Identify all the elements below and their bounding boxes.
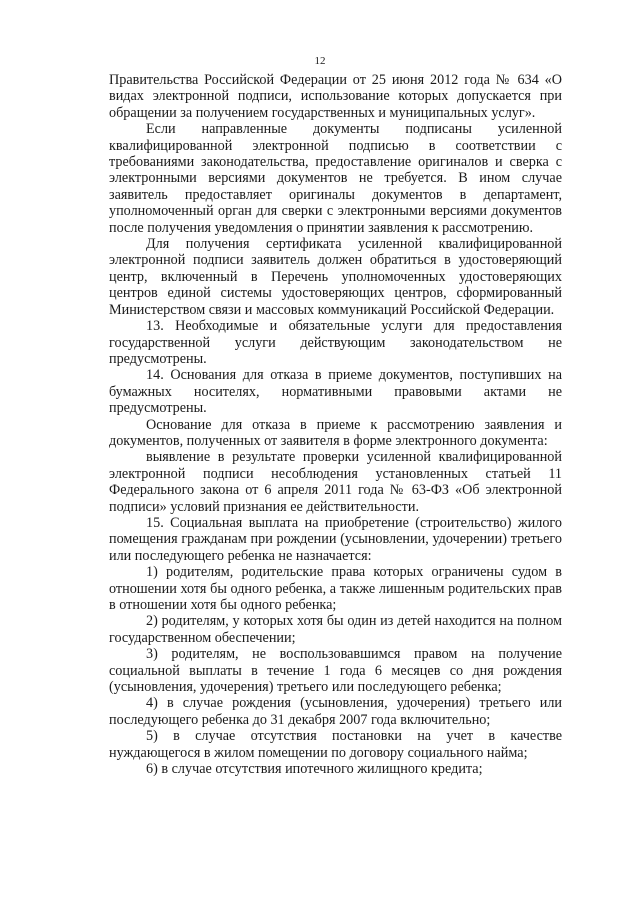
paragraph: Если направленные документы подписаны усиленной квалифицированной электронной подписью в соответствии с требованиями законодательства, предоставление оригиналов и сверка с электронными версиями документов не требуется. В ином случае заявитель предоставляет оригиналы документов в департамент, уполномоченный орган для сверки с электронными версиями документов после получения уведомления о принятии заявления к рассмотрению. (109, 121, 562, 236)
paragraph: 15. Социальная выплата на приобретение (строительство) жилого помещения гражданам при рождении (усыновлении, удочерении) третьего или последующего ребенка не назначается: (109, 514, 562, 564)
document-body (109, 72, 562, 777)
paragraph: выявление в результате проверки усиленной квалифицированной электронной подписи несоблюдения установленных статьей 11 Федерального закона от 6 апреля 2011 года № 63-ФЗ «Об электронной подписи» условий признания ее действительности. (109, 449, 562, 515)
paragraph: Основание для отказа в приеме к рассмотрению заявления и документов, полученных от заявителя в форме электронного документа: (109, 416, 562, 449)
paragraph: 5) в случае отсутствия постановки на учет в качестве нуждающегося в жилом помещении по договору социального найма; (109, 728, 562, 761)
paragraph: Для получения сертификата усиленной квалифицированной электронной подписи заявитель должен обратиться в удостоверяющий центр, включенный в Перечень уполномоченных удостоверяющих центров единой системы удостоверяющих центров, сформированный Министерством связи и массовых коммуникаций Российской Федерации. (109, 236, 562, 318)
paragraph: 1) родителям, родительские права которых ограничены судом в отношении хотя бы одного ребенка, а также лишенным родительских прав в отношении хотя бы одного ребенка; (109, 564, 562, 613)
paragraph: 3) родителям, не воспользовавшимся правом на получение социальной выплаты в течение 1 года 6 месяцев со дня рождения (усыновления, удочерения) третьего или последующего ребенка; (109, 646, 562, 696)
paragraph: 13. Необходимые и обязательные услуги для предоставления государственной услуги действующим законодательством не предусмотрены. (109, 318, 562, 367)
paragraph: 2) родителям, у которых хотя бы один из детей находится на полном государственном обеспечении; (109, 613, 562, 646)
paragraph: 14. Основания для отказа в приеме документов, поступивших на бумажных носителях, нормативными правовыми актами не предусмотрены. (109, 367, 562, 417)
paragraph: 4) в случае рождения (усыновления, удочерения) третьего или последующего ребенка до 31 декабря 2007 года включительно; (109, 695, 562, 728)
paragraph: Правительства Российской Федерации от 25 июня 2012 года № 634 «О видах электронной подписи, использование которых допускается при обращении за получением государственных и муниципальных услуг». (109, 72, 562, 121)
page-number: 12 (314, 55, 326, 67)
paragraph: 6) в случае отсутствия ипотечного жилищного кредита; (146, 761, 483, 778)
